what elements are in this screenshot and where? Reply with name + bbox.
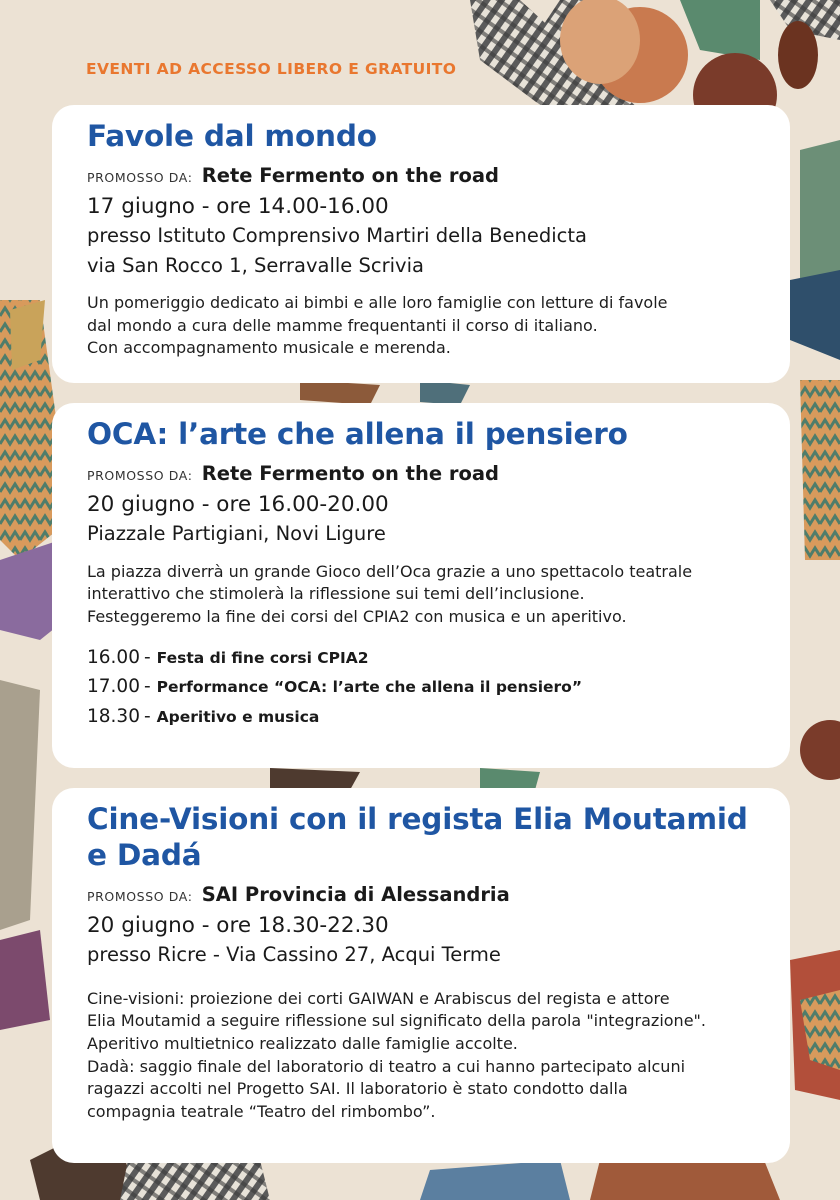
schedule-time: 16.00 xyxy=(87,646,140,668)
description-line: Cine-visioni: proiezione dei corti GAIWAN e Arabiscus del regista e attore xyxy=(87,988,670,1008)
event-schedule xyxy=(87,643,760,732)
description-line: dal mondo a cura delle mamme frequentanti il corso di italiano. xyxy=(87,315,598,335)
promoter xyxy=(87,883,760,906)
schedule-item xyxy=(87,643,760,673)
event-title: Favole dal mondo xyxy=(87,119,377,153)
promoter-label: PROMOSSO DA: xyxy=(87,467,193,483)
event-date: 20 giugno - ore 18.30-22.30 xyxy=(87,913,389,939)
schedule-time: 17.00 xyxy=(87,676,140,698)
event-title: OCA: l’arte che allena il pensiero xyxy=(87,417,628,451)
schedule-time: 18.30 xyxy=(87,705,140,727)
event-location-line: via San Rocco 1, Serravalle Scrivia xyxy=(87,253,424,277)
description-line: compagnia teatrale “Teatro del rimbombo”. xyxy=(87,1102,436,1122)
event-card-cine-visioni xyxy=(52,788,790,1163)
event-title-line: Cine-Visioni con il regista Elia Moutamid xyxy=(87,802,748,836)
event-date: 20 giugno - ore 16.00-20.00 xyxy=(87,492,389,518)
event-location-line: presso Ricre - Via Cassino 27, Acqui Terme xyxy=(87,943,501,967)
schedule-item xyxy=(87,702,760,732)
schedule-separator: - xyxy=(143,676,151,698)
event-description xyxy=(87,292,760,360)
event-location-line: presso Istituto Comprensivo Martiri della Benedicta xyxy=(87,224,587,248)
event-card-oca xyxy=(52,403,790,768)
schedule-separator: - xyxy=(143,705,151,727)
event-date: 17 giugno - ore 14.00-16.00 xyxy=(87,194,389,220)
promoter xyxy=(87,462,760,485)
promoter-name: Rete Fermento on the road xyxy=(201,461,500,485)
event-title-line: e Dadá xyxy=(87,837,202,872)
promoter xyxy=(87,164,760,187)
description-line: interattivo che stimolerà la riflessione sui temi dell’inclusione. xyxy=(87,584,585,604)
promoter-name: Rete Fermento on the road xyxy=(201,163,500,187)
description-line: La piazza diverrà un grande Gioco dell’Oca grazie a uno spettacolo teatrale xyxy=(87,561,693,581)
description-line: ragazzi accolti nel Progetto SAI. Il laboratorio è stato condotto dalla xyxy=(87,1079,628,1099)
event-card-favole xyxy=(52,105,790,383)
description-line: Dadà: saggio finale del laboratorio di teatro a cui hanno partecipato alcuni xyxy=(87,1056,686,1076)
schedule-item xyxy=(87,672,760,702)
event-title xyxy=(87,802,760,874)
promoter-name: SAI Provincia di Alessandria xyxy=(201,882,510,906)
event-description xyxy=(87,561,760,629)
description-line: Un pomeriggio dedicato ai bimbi e alle loro famiglie con letture di favole xyxy=(87,292,668,312)
promoter-label: PROMOSSO DA: xyxy=(87,888,193,904)
schedule-text: Performance “OCA: l’arte che allena il pensiero” xyxy=(156,678,583,697)
schedule-text: Aperitivo e musica xyxy=(156,707,320,726)
description-line: Elia Moutamid a seguire riflessione sul significato della parola "integrazione". xyxy=(87,1011,706,1031)
event-description xyxy=(87,988,760,1124)
description-line: Festeggeremo la fine dei corsi del CPIA2 con musica e un aperitivo. xyxy=(87,607,627,626)
event-location-line: Piazzale Partigiani, Novi Ligure xyxy=(87,522,386,546)
schedule-separator: - xyxy=(143,646,151,668)
description-line: Aperitivo multietnico realizzato dalle famiglie accolte. xyxy=(87,1033,518,1053)
description-line: Con accompagnamento musicale e merenda. xyxy=(87,338,451,358)
promoter-label: PROMOSSO DA: xyxy=(87,169,193,185)
section-header: EVENTI AD ACCESSO LIBERO E GRATUITO xyxy=(86,60,457,78)
schedule-text: Festa di fine corsi CPIA2 xyxy=(156,648,369,667)
